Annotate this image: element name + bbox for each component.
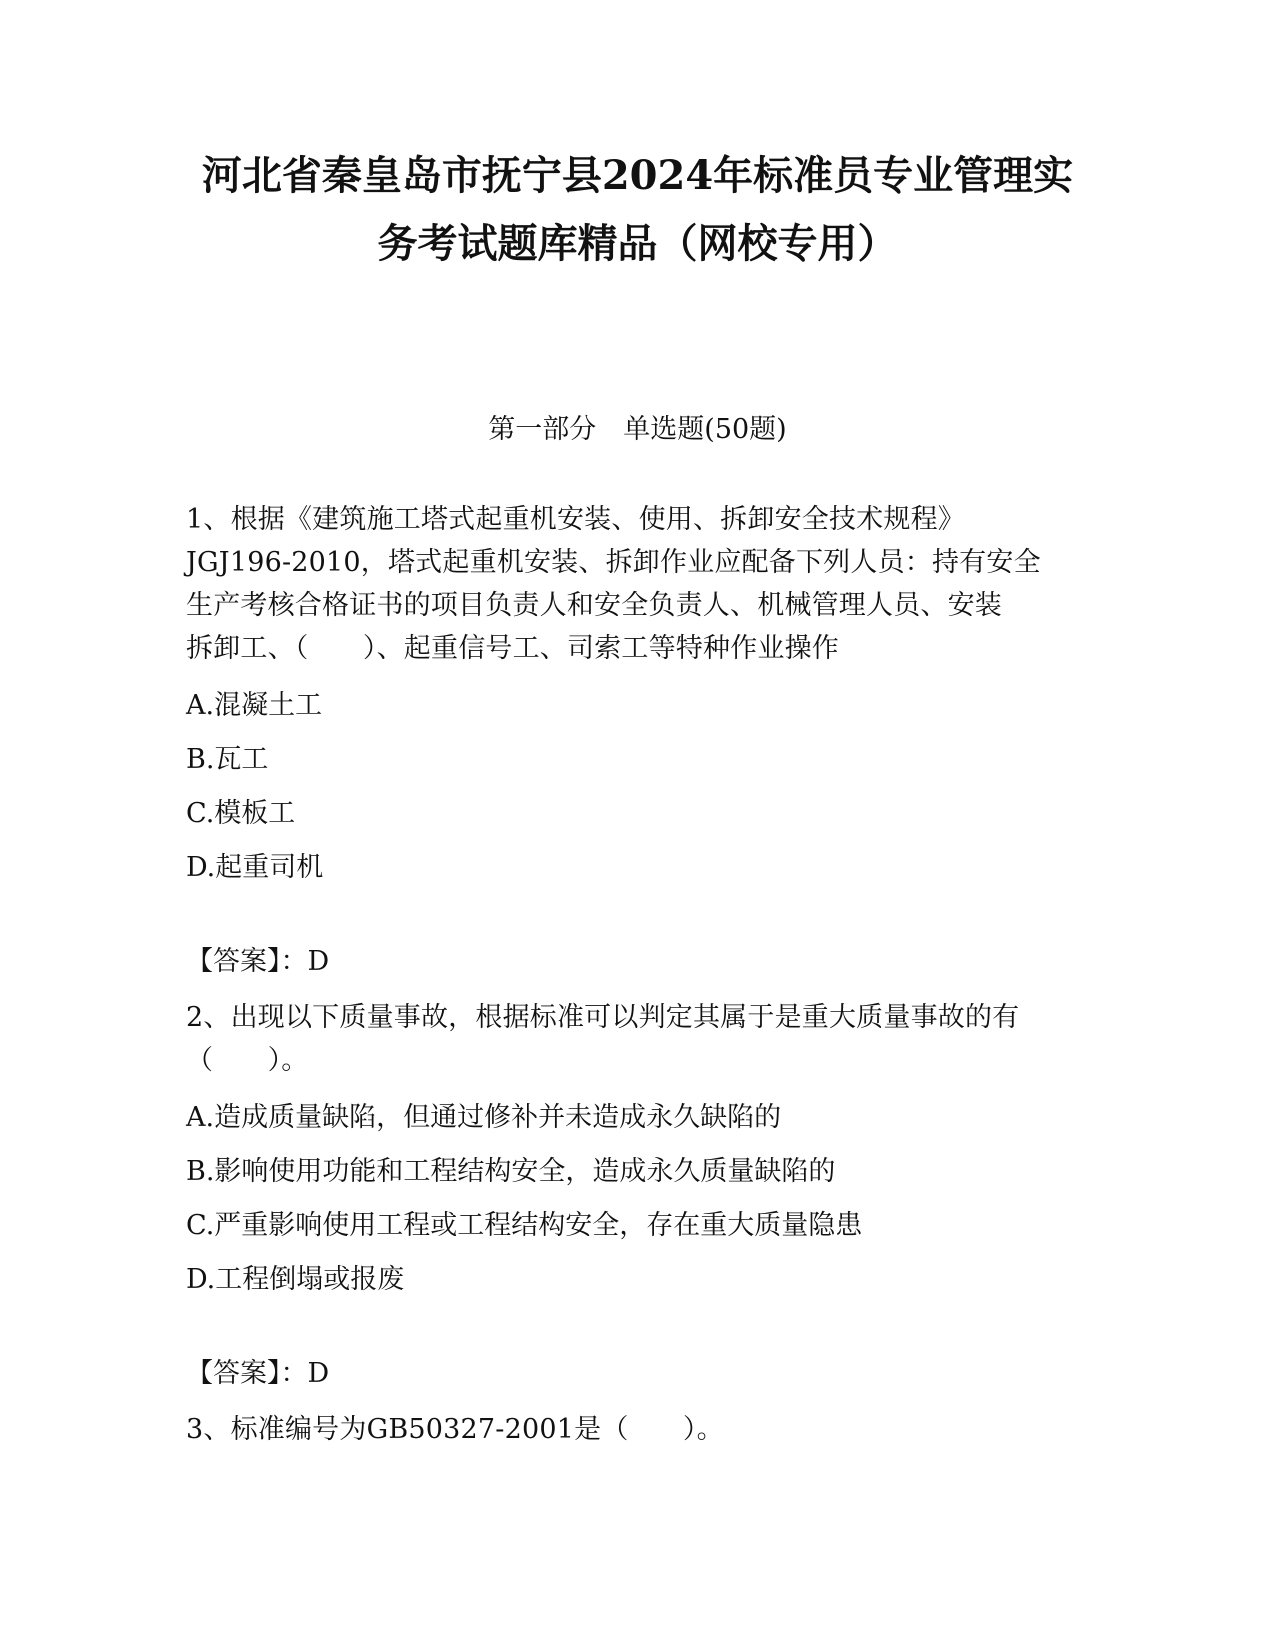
question-3-line-1: 3、标准编号为GB50327-2001是（ ）。: [186, 1414, 724, 1445]
document-title-line-1: 河北省秦皇岛市抚宁县2024年标准员专业管理实: [201, 152, 1074, 199]
question-1-option-a: A.混凝土工: [186, 690, 323, 721]
document-title-line-2: 务考试题库精品（网校专用）: [377, 220, 898, 267]
question-1-line-3: 生产考核合格证书的项目负责人和安全负责人、机械管理人员、安装: [186, 590, 1002, 621]
question-1-option-c: C.模板工: [186, 798, 296, 829]
question-2-option-a: A.造成质量缺陷，但通过修补并未造成永久缺陷的: [186, 1102, 782, 1133]
question-1-option-b: B.瓦工: [186, 744, 269, 775]
question-2-answer: 【答案】：D: [186, 1358, 330, 1389]
question-1-option-d: D.起重司机: [186, 852, 324, 883]
question-2-option-d: D.工程倒塌或报废: [186, 1264, 405, 1295]
question-2-line-2: （ ）。: [186, 1045, 309, 1076]
question-1-answer: 【答案】：D: [186, 946, 330, 977]
question-1-line-4: 拆卸工、（ ）、起重信号工、司索工等特种作业操作: [186, 633, 839, 664]
question-1-line-2: JGJ196-2010，塔式起重机安装、拆卸作业应配备下列人员：持有安全: [186, 547, 1041, 578]
question-2-option-c: C.严重影响使用工程或工程结构安全，存在重大质量隐患: [186, 1210, 863, 1241]
question-1-line-1: 1、根据《建筑施工塔式起重机安装、使用、拆卸安全技术规程》: [186, 504, 965, 535]
section-heading: 第一部分 单选题(50题): [488, 414, 787, 445]
question-2-line-1: 2、出现以下质量事故，根据标准可以判定其属于是重大质量事故的有: [186, 1002, 1020, 1033]
question-2-option-b: B.影响使用功能和工程结构安全，造成永久质量缺陷的: [186, 1156, 836, 1187]
